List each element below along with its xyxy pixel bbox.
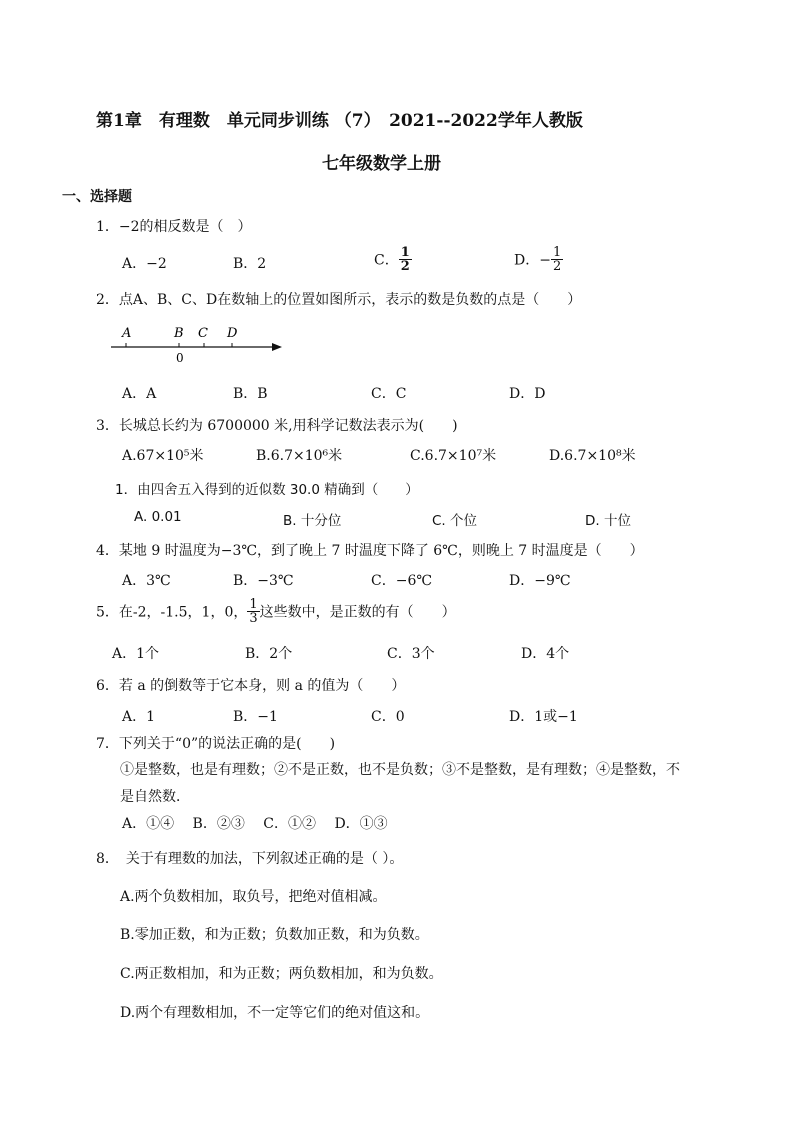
question-8-option-c: C.两正数相加，和为正数；两负数相加，和为负数。 (120, 966, 443, 982)
question-approx-option-b: B. 十分位 (283, 513, 342, 529)
question-4-option-a: A．3℃ (122, 573, 171, 589)
label-zero: 0 (176, 351, 184, 365)
fraction-denominator: 2 (400, 259, 410, 274)
question-1-option-a: A．−2 (122, 256, 167, 272)
question-1-option-d (514, 246, 563, 273)
question-7-body-line2: 是自然数． (120, 789, 190, 805)
question-5-stem-pre: 5．在-2，-1.5，1，0， (96, 604, 248, 621)
question-8-option-a: A.两个负数相加，取负号，把绝对值相减。 (120, 889, 387, 905)
question-2-option-d: D．D (509, 386, 546, 402)
question-4-stem: 4．某地 9 时温度为−3℃，到了晚上 7 时温度下降了 6℃，则晚上 7 时温度是（ ） (96, 543, 644, 559)
question-3-option-d: D.6.7×10⁸米 (549, 448, 636, 464)
question-approx-option-c: C. 个位 (432, 513, 478, 529)
page-title: 第1章 有理数 单元同步训练 （7） 2021--2022学年人教版 (96, 111, 583, 131)
fraction-one-half (399, 246, 412, 273)
question-5-option-a: A．1个 (112, 646, 160, 662)
question-5-option-d: D．4个 (521, 646, 570, 662)
fraction-numerator: 1 (400, 245, 410, 260)
fraction-numerator: 1 (552, 245, 562, 260)
question-2-stem: 2．点A、B、C、D在数轴上的位置如图所示，表示的数是负数的点是（ ） (96, 292, 582, 308)
section-heading: 一、选择题 (62, 189, 132, 205)
question-4-option-c: C．−6℃ (371, 573, 433, 589)
question-7-stem: 7．下列关于“0”的说法正确的是( ) (96, 736, 336, 752)
question-3-option-b: B.6.7×10⁶米 (256, 448, 343, 464)
option-c-label: C． (374, 252, 399, 269)
question-1-option-c (374, 246, 412, 273)
question-5-option-b: B．2个 (245, 646, 293, 662)
label-a: A (122, 326, 132, 341)
question-4-option-d: D．−9℃ (509, 573, 571, 589)
question-6-option-d: D．1或−1 (509, 709, 578, 725)
question-3-option-c: C.6.7×10⁷米 (410, 448, 497, 464)
question-7-body-line1: ①是整数，也是有理数；②不是正数，也不是负数；③不是整数，是有理数；④是整数，不 (120, 762, 680, 778)
question-2-option-b: B．B (233, 386, 268, 402)
question-8-stem: 8． 关于有理数的加法，下列叙述正确的是（ ）。 (96, 851, 404, 867)
question-8-option-b: B.零加正数，和为正数；负数加正数，和为负数。 (120, 927, 429, 943)
label-d: D (227, 326, 238, 341)
question-2-option-a: A．A (122, 386, 157, 402)
question-approx-stem: 1．由四舍五入得到的近似数 30.0 精确到（ ） (115, 482, 419, 498)
label-b: B (174, 326, 184, 341)
fraction-one-third (247, 598, 259, 625)
fraction-denominator: 2 (552, 259, 562, 274)
fraction-numerator: 1 (249, 597, 258, 612)
question-7-options: A．①④ B．②③ C．①② D．①③ (122, 816, 388, 832)
question-6-option-a: A．1 (122, 709, 156, 725)
question-3-stem: 3．长城总长约为 6700000 米,用科学记数法表示为( ) (96, 418, 458, 434)
question-approx-option-a: A. 0.01 (134, 509, 182, 525)
question-1-stem: 1．−2的相反数是（ ） (96, 219, 252, 235)
question-5-option-c: C．3个 (387, 646, 435, 662)
option-d-label: D．− (514, 252, 551, 269)
question-3-option-a: A.67×10⁵米 (122, 448, 204, 464)
question-8-option-d: D.两个有理数相加，不一定等它们的绝对值这和。 (120, 1005, 430, 1021)
question-2-option-c: C．C (371, 386, 407, 402)
question-approx-option-d: D. 十位 (585, 513, 631, 529)
question-5-stem (96, 598, 456, 625)
label-c: C (198, 326, 208, 341)
question-6-option-b: B．−1 (233, 709, 278, 725)
fraction-one-half (551, 246, 563, 273)
question-6-option-c: C．0 (371, 709, 405, 725)
page-subtitle: 七年级数学上册 (322, 154, 441, 174)
number-line-diagram (108, 320, 288, 366)
arrow-icon (272, 343, 282, 351)
fraction-denominator: 3 (249, 611, 258, 626)
question-1-option-b: B．2 (233, 256, 267, 272)
question-6-stem: 6．若 a 的倒数等于它本身，则 a 的值为（ ） (96, 678, 406, 694)
question-4-option-b: B．−3℃ (233, 573, 294, 589)
question-5-stem-post: 这些数中，是正数的有（ ） (259, 604, 456, 621)
